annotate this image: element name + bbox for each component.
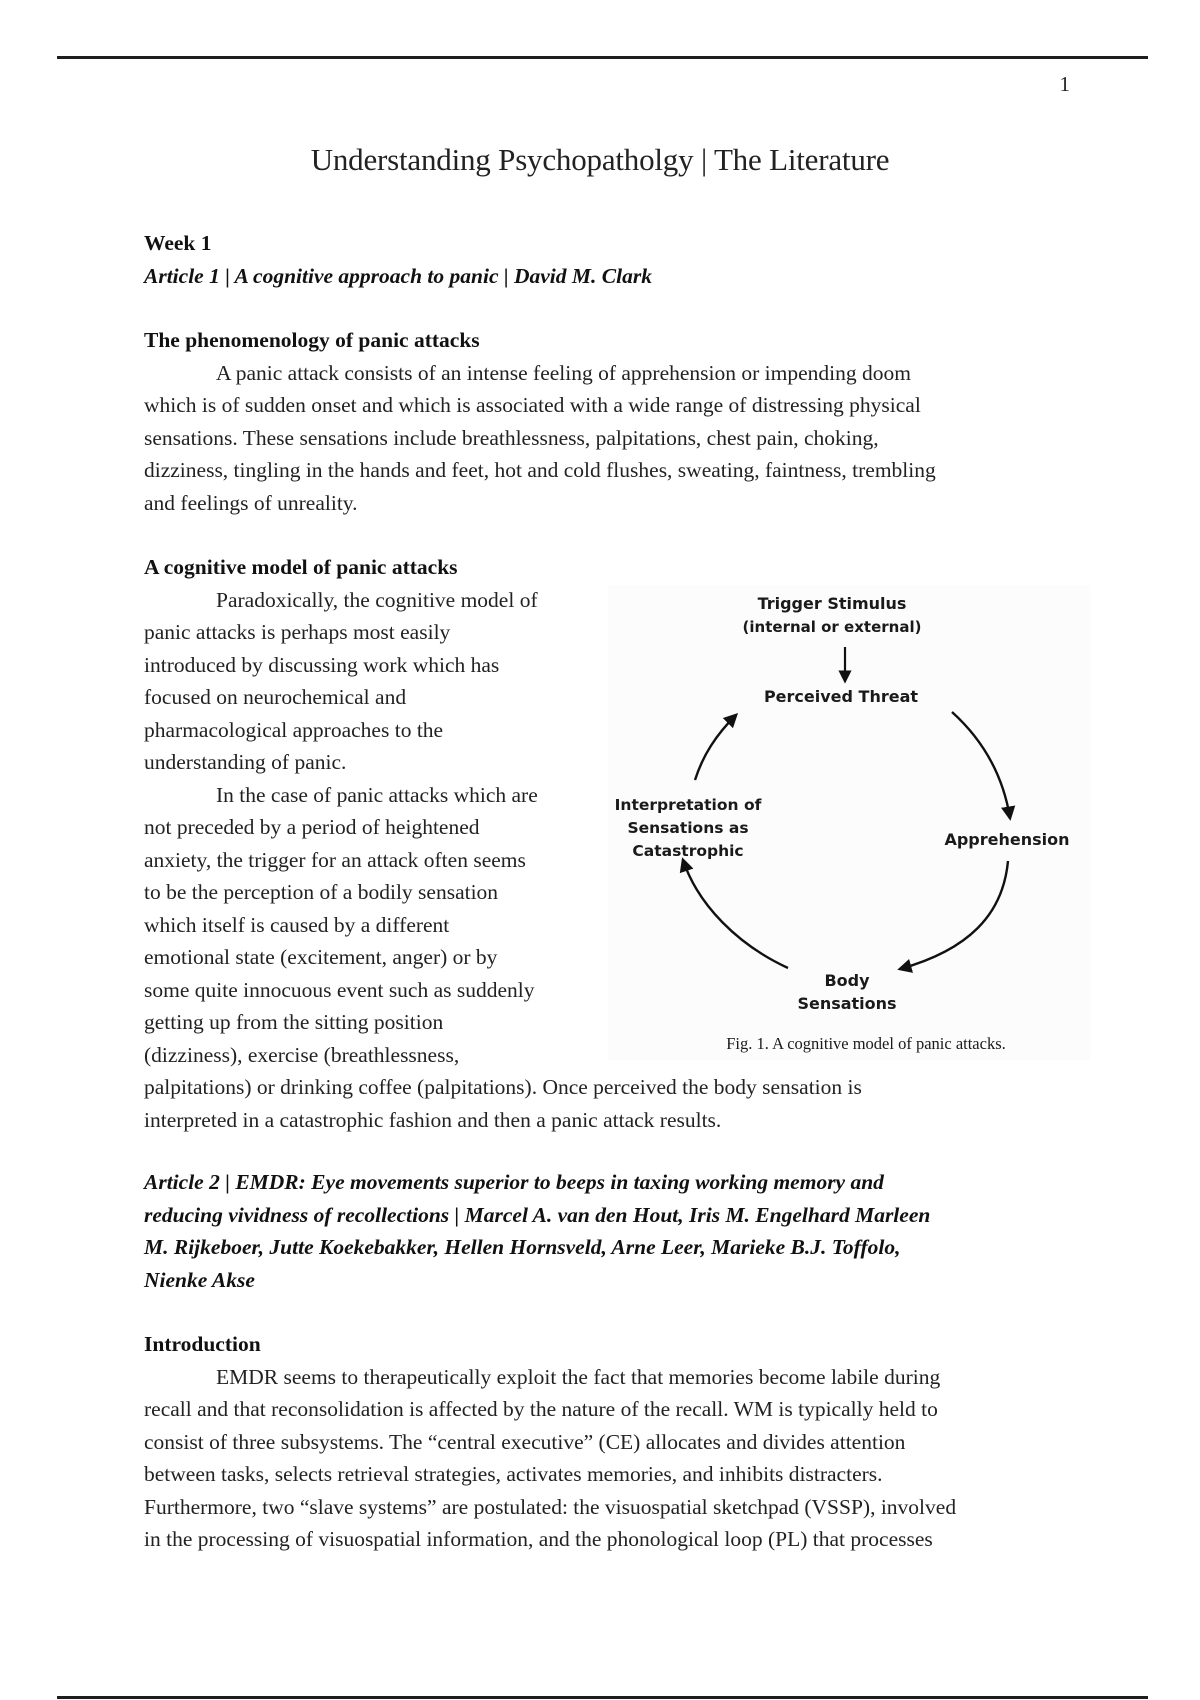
paragraph-line: Furthermore, two “slave systems” are postulated: the visuospatial sketchpad (VSSP), involved [144, 1494, 957, 1519]
paragraph-line: sensations. These sensations include breathlessness, palpitations, chest pain, choking, [144, 425, 879, 450]
node-apprehension: Apprehension [944, 830, 1070, 849]
arrow-threat-to-apprehension [952, 712, 1010, 818]
article-1-heading: Article 1 | A cognitive approach to panic | David M. Clark [144, 263, 652, 288]
week-header-block [144, 227, 1064, 292]
paragraph-line: consist of three subsystems. The “central executive” (CE) allocates and divides attention [144, 1429, 906, 1454]
node-interpretation-1: Interpretation of [614, 796, 762, 814]
paragraph-line: (dizziness), exercise (breathlessness, [144, 1042, 460, 1067]
article-2-heading-line: M. Rijkeboer, Jutte Koekebakker, Hellen Hornsveld, Arne Leer, Marieke B.J. Toffolo, [144, 1235, 901, 1259]
paragraph-line: to be the perception of a bodily sensation [144, 880, 499, 904]
node-interpretation-2: Sensations as [627, 819, 749, 837]
paragraph-line: in the processing of visuospatial information, and the phonological loop (PL) that processes [144, 1527, 933, 1551]
document-title: Understanding Psychopatholgy | The Literature [310, 142, 890, 177]
paragraph-line: EMDR seems to therapeutically exploit the fact that memories become labile during [216, 1364, 941, 1389]
section-heading-introduction: Introduction [144, 1332, 261, 1356]
paragraph-line: between tasks, selects retrieval strategies, activates memories, and inhibits distracters. [144, 1462, 883, 1486]
paragraph-line: which is of sudden onset and which is associated with a wide range of distressing physical [144, 393, 921, 417]
article-2-heading-line: Nienke Akse [144, 1267, 255, 1292]
paragraph-line: emotional state (excitement, anger) or by [144, 945, 498, 969]
paragraph-line: understanding of panic. [144, 750, 347, 774]
arrow-interpretation-to-threat [695, 715, 736, 780]
node-sensations: Sensations [797, 994, 897, 1013]
article-2-heading-line: reducing vividness of recollections | Marcel A. van den Hout, Iris M. Engelhard Marleen [144, 1202, 931, 1227]
page-number: 1 [1059, 72, 1070, 96]
paragraph-line: interpreted in a catastrophic fashion and then a panic attack results. [144, 1107, 722, 1132]
paragraph-line: A panic attack consists of an intense feeling of apprehension or impending doom [216, 360, 911, 385]
node-perceived-threat: Perceived Threat [763, 687, 919, 706]
paragraph-line: recall and that reconsolidation is affected by the nature of the recall. WM is typically held to [144, 1397, 938, 1421]
paragraph-line: palpitations) or drinking coffee (palpitations). Once perceived the body sensation is [144, 1075, 862, 1099]
node-trigger-qualifier: (internal or external) [742, 618, 922, 636]
paragraph-line: some quite innocuous event such as suddenly [144, 977, 535, 1002]
paragraph-line: focused on neurochemical and [144, 685, 407, 709]
header-rule [57, 56, 1148, 59]
paragraph-line: introduced by discussing work which has [144, 652, 500, 677]
section-heading-cognitive-model: A cognitive model of panic attacks [144, 555, 458, 579]
node-body: Body [824, 971, 870, 990]
paragraph-line: pharmacological approaches to the [144, 717, 444, 742]
arrow-apprehension-to-body [900, 861, 1008, 969]
article-2-heading-block [144, 1166, 1064, 1296]
section-introduction [144, 1328, 1064, 1556]
week-label: Week 1 [144, 231, 212, 255]
paragraph-line: dizziness, tingling in the hands and feet, hot and cold flushes, sweating, faintness, trembling [144, 458, 936, 482]
footer-rule [57, 1696, 1148, 1699]
section-heading-phenomenology: The phenomenology of panic attacks [144, 328, 480, 352]
article-2-heading-line: Article 2 | EMDR: Eye movements superior to beeps in taxing working memory and [144, 1170, 884, 1194]
paragraph-line: anxiety, the trigger for an attack often seems [144, 847, 526, 872]
cognitive-model-figure [608, 585, 1090, 1060]
node-trigger-stimulus: Trigger Stimulus [757, 594, 907, 613]
section-phenomenology [144, 324, 1064, 519]
paragraph-line: and feelings of unreality. [144, 490, 358, 515]
paragraph-line: In the case of panic attacks which are [216, 782, 538, 807]
paragraph-line: getting up from the sitting position [144, 1010, 444, 1034]
paragraph-line: Paradoxically, the cognitive model of [216, 587, 538, 612]
paragraph-line: not preceded by a period of heightened [144, 815, 480, 839]
paragraph-line: which itself is caused by a different [144, 912, 450, 937]
arrow-body-to-interpretation [683, 860, 788, 968]
figure-caption: Fig. 1. A cognitive model of panic attacks. [726, 1034, 1006, 1053]
node-interpretation-3: Catastrophic [632, 842, 744, 860]
paragraph-line: panic attacks is perhaps most easily [144, 620, 451, 644]
